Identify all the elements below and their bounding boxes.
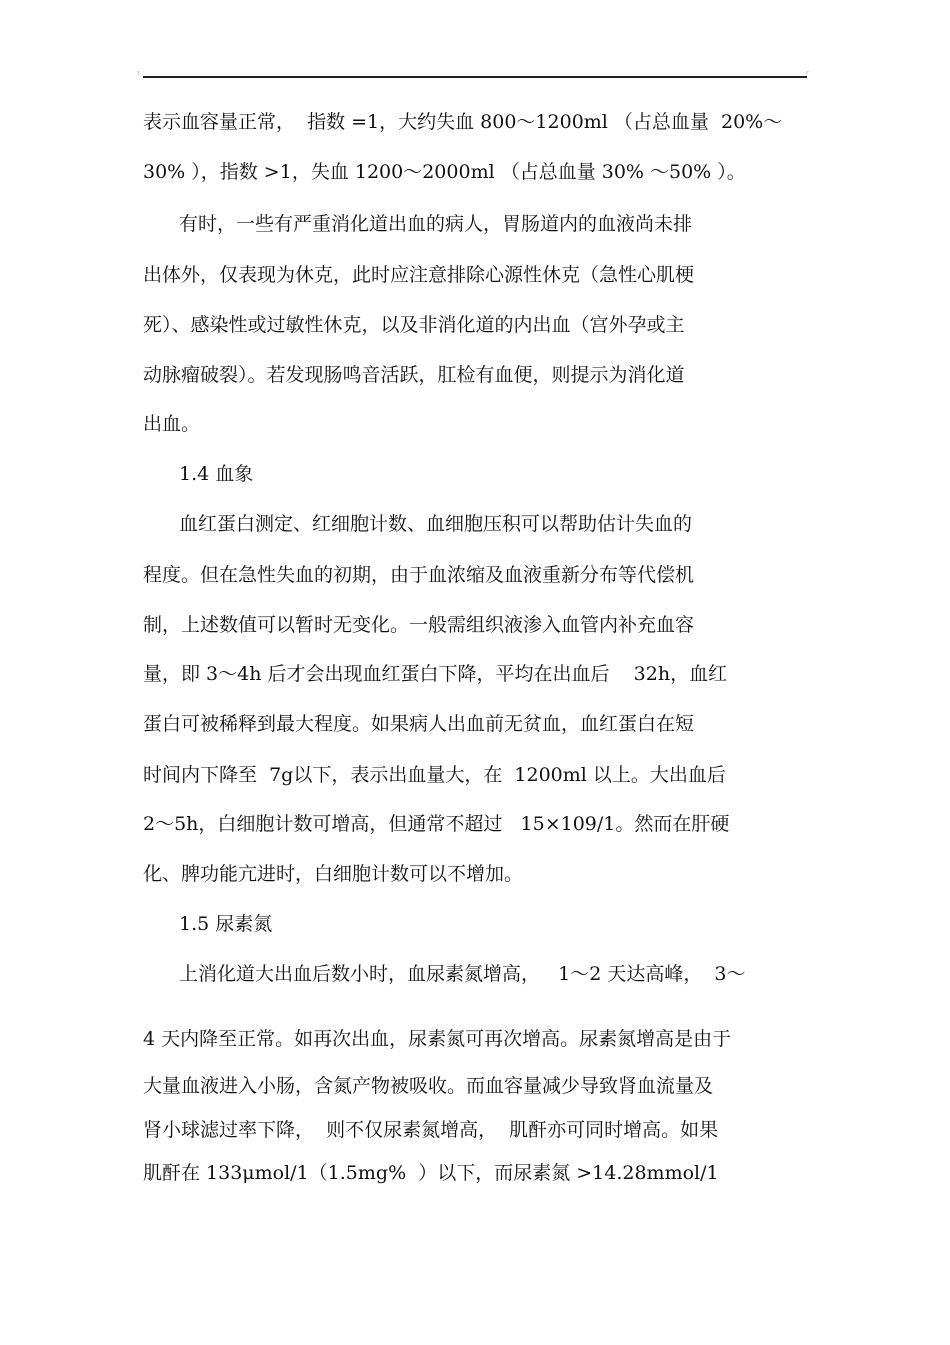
text-line: 时间内下降至 7g以下，表示出血量大，在 1200ml 以上。大出血后: [143, 764, 726, 786]
text-line: 程度。但在急性失血的初期，由于血浓缩及血液重新分布等代偿机: [143, 564, 695, 586]
text-line: 制，上述数值可以暂时无变化。一般需组织液渗入血管内补充血容: [143, 614, 695, 636]
text-line: 表示血容量正常， 指数 =1，大约失血 800～1200ml （占总血量 20%～: [143, 111, 783, 133]
text-line: 4 天内降至正常。如再次出血，尿素氮可再次增高。尿素氮增高是由于: [143, 1028, 732, 1050]
text-line: 肾小球滤过率下降， 则不仅尿素氮增高， 肌酐亦可同时增高。如果: [143, 1119, 719, 1141]
text-line: 出血。: [143, 413, 201, 435]
text-line: 量，即 3～4h 后才会出现血红蛋白下降，平均在出血后 32h，血红: [143, 663, 728, 685]
text-line: 化、脾功能亢进时，白细胞计数可以不增加。: [143, 863, 524, 885]
text-line: 大量血液进入小肠，含氮产物被吸收。而血容量减少导致肾血流量及: [143, 1075, 714, 1097]
text-line: 肌酐在 133μmol/1（1.5mg% ）以下，而尿素氮 >14.28mmol/1: [143, 1162, 719, 1184]
header-corner-mark-right: ┌: [805, 69, 809, 76]
text-line: 30% ），指数 >1，失血 1200～2000ml （占总血量 30% ～50% ）。: [143, 161, 746, 183]
text-line: 出体外，仅表现为休克，此时应注意排除心源性休克（急性心肌梗: [143, 264, 695, 286]
header-corner-mark-left: ┐: [137, 69, 141, 76]
paragraph-start: 有时，一些有严重消化道出血的病人，胃肠道内的血液尚未排: [179, 213, 693, 235]
text-line: 2～5h，白细胞计数可增高，但通常不超过 15×109/1。然而在肝硬: [143, 813, 730, 835]
text-line: 蛋白可被稀释到最大程度。如果病人出血前无贫血，血红蛋白在短: [143, 713, 695, 735]
text-line: 动脉瘤破裂）。若发现肠鸣音活跃，肛检有血便，则提示为消化道: [143, 364, 685, 386]
section-heading: 1.5 尿素氮: [179, 913, 273, 935]
paragraph-start: 血红蛋白测定、红细胞计数、血细胞压积可以帮助估计失血的: [179, 513, 693, 535]
header-rule: [143, 76, 807, 78]
section-heading: 1.4 血象: [179, 463, 254, 485]
paragraph-start: 上消化道大出血后数小时，血尿素氮增高， 1～2 天达高峰， 3～: [179, 963, 746, 985]
text-line: 死）、感染性或过敏性休克，以及非消化道的内出血（宫外孕或主: [143, 314, 685, 336]
